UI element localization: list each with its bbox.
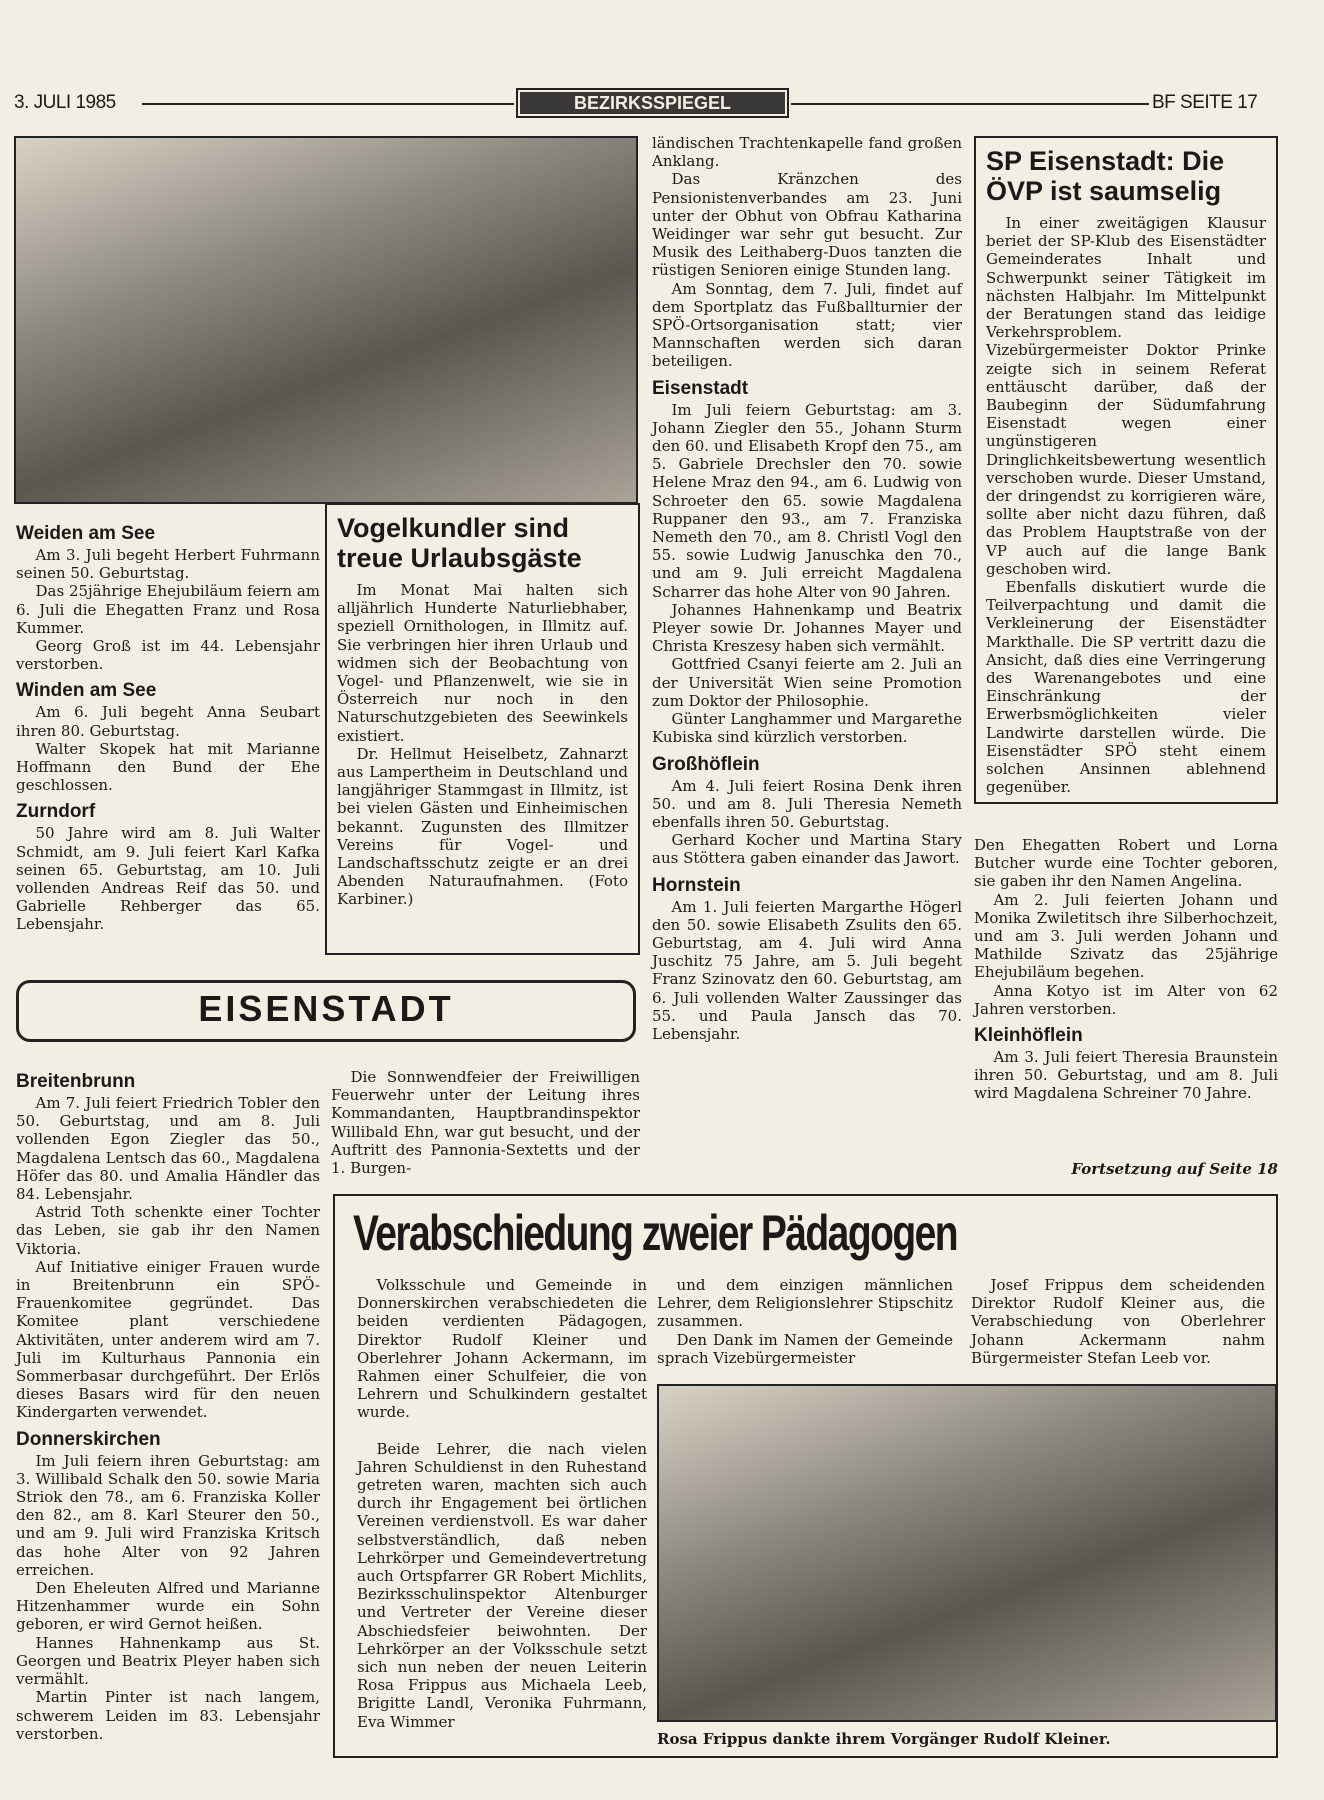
paragraph: Martin Pinter ist nach langem, schwerem Leiden im 83. Lebensjahr verstorben.: [16, 1688, 320, 1743]
photo-caption: Rosa Frippus dankte ihrem Vorgänger Rudolf Kleiner.: [657, 1730, 1111, 1748]
paragraph: 50 Jahre wird am 8. Juli Walter Schmidt, am 9. Juli feiert Karl Kafka seinen 65. Geburtstag, am 10. Juli vollenden Andreas Reif das 50. und Gabrielle Rehberger das 65. Lebensjahr.: [16, 824, 320, 934]
section-banner: EISENSTADT: [16, 980, 636, 1042]
paragraph: Am 3. Juli begeht Herbert Fuhrmann seinen 50. Geburtstag.: [16, 546, 320, 583]
paragraph: Gottfried Csanyi feierte am 2. Juli an der Universität Wien seine Promotion zum Doktor der Philosophie.: [652, 655, 962, 710]
paragraph: Das 25jährige Ehejubiläum feiern am 6. Juli die Ehegatten Franz und Rosa Kummer.: [16, 582, 320, 637]
section-heading: Donnerskirchen: [16, 1428, 161, 1450]
column-left-bottom: [16, 1064, 320, 1743]
photo-farewell-handshake: [657, 1384, 1277, 1722]
paragraph: Gerhard Kocher und Martina Stary aus Stöttera gaben einander das Jawort.: [652, 831, 962, 868]
paragraph: Am 6. Juli begeht Anna Seubart ihren 80. Geburtstag.: [16, 703, 320, 740]
paragraph: Am 1. Juli feierten Margarthe Högerl den 50. sowie Elisabeth Zsulits den 65. Geburtstag, am 4. Juli wird Anna Juschitz 75 Jahre, am 5. Juli begeht Franz Szinovatz den 60. Geburtstag, am 6. Juli vollenden Walter Zaussinger das 55. und Paula Jansch das 70. Lebensjahr.: [652, 897, 962, 1043]
column-2-bottom: [331, 1068, 640, 1177]
section-heading: Breitenbrunn: [16, 1071, 136, 1092]
section-heading: Zurndorf: [16, 801, 96, 823]
divider: [142, 103, 514, 105]
paragraph: Im Monat Mai halten sich alljährlich Hunderte Naturliebhaber, speziell Ornithologen, in Illmitz auf. Sie verbringen hier ihren Urlaub und widmen sich der Beobachtung von Vogel- und Pflanzenwelt, wie sie in Österreich nur noch in den Naturschutzgebieten des Seewinkels existiert.: [337, 581, 628, 745]
verab-column-3: [971, 1276, 1265, 1367]
headline: Verabschiedung zweier Pädagogen: [353, 1205, 958, 1261]
paragraph: Günter Langhammer und Margarethe Kubiska sind kürzlich verstorben.: [652, 710, 962, 747]
paragraph: Georg Groß ist im 44. Lebensjahr verstorben.: [16, 637, 320, 674]
paragraph: Am 3. Juli feiert Theresia Braunstein ihren 50. Geburtstag, und am 8. Juli wird Magdalena Schreiner 70 Jahre.: [974, 1048, 1278, 1103]
paragraph: Das Kränzchen des Pensionistenverbandes am 23. Juni unter der Obhut von Obfrau Katharina Weidinger war sehr gut besucht. Zur Musik des Leithaberg-Duos tanzten die rüstigen Senioren einige Stunden lang.: [652, 170, 962, 280]
page-number: BF SEITE 17: [1152, 92, 1258, 113]
paragraph: Hannes Hahnenkamp aus St. Georgen und Beatrix Pleyer haben sich vermählt.: [16, 1633, 320, 1689]
paragraph: Volksschule und Gemeinde in Donnerskirchen verabschiedeten die beiden verdienten Pädagogen, Direktor Rudolf Kleiner und Oberlehrer Johann Ackermann, im Rahmen einer Schulfeier, die von Lehrern und Schulkindern gestaltet wurde.: [357, 1276, 647, 1422]
section-masthead: [516, 88, 789, 118]
divider: [791, 103, 1149, 105]
paragraph: Am 4. Juli feiert Rosina Denk ihren 50. und am 8. Juli Theresia Nemeth ebenfalls ihren 50. Geburtstag.: [652, 776, 962, 831]
article-verabschiedung: [333, 1194, 1278, 1758]
section-heading: Eisenstadt: [652, 377, 749, 399]
section-heading: Hornstein: [652, 874, 741, 896]
section-heading: Winden am See: [16, 680, 157, 702]
verab-column-2: [657, 1276, 953, 1367]
paragraph: Im Juli feiern Geburtstag: am 3. Johann Ziegler den 55., Johann Sturm den 60. und Elisabeth Kropf den 75., am 5. Gabriele Drechsler den 70. sowie Helene Mraz den 94., am 6. Ludwig von Schroeter den 65. sowie Magdalena Ruppaner den 93., am 7. Franziska Nemeth den 70., am 8. Christl Vogl den 55. sowie Ludwig Januschka den 70., und am 9. Juli erreicht Magdalena Scharrer das hohe Alter von 90 Jahren.: [652, 400, 962, 601]
paragraph: Auf Initiative einiger Frauen wurde in Breitenbrunn ein SPÖ-Frauenkomitee gegründet. Das Komitee plant verschiedene Aktivitäten, unter anderem wird am 7. Juli im Kulturhaus Pannonia ein Sommerbasar durchgeführt. Der Erlös dieses Basars wird für den neuen Kindergarten verwendet.: [16, 1257, 320, 1422]
paragraph: Johannes Hahnenkamp und Beatrix Pleyer sowie Dr. Johannes Mayer und Christa Kreszesy haben sich vermählt.: [652, 600, 962, 656]
article-title: Vogelkundler sind treue Urlaubsgäste: [337, 513, 582, 573]
column-left-top: [16, 516, 320, 934]
article-sp-eisenstadt: [974, 136, 1278, 804]
paragraph: Anna Kotyo ist im Alter von 62 Jahren verstorben.: [974, 981, 1278, 1018]
paragraph: Den Eheleuten Alfred und Marianne Hitzenhammer wurde ein Sohn geboren, er wird Gernot heißen.: [16, 1579, 320, 1634]
article-vogelkundler: [325, 503, 640, 955]
paragraph: In einer zweitägigen Klausur beriet der SP-Klub des Eisenstädter Gemeinderates Inhalt und Schwerpunkt seiner Tätigkeit im nächsten Halbjahr. Im Mittelpunkt der Beratungen stand das leidige Verkehrsproblem. Vizebürgermeister Doktor Prinke zeigte sich in seinem Referat enttäuscht darüber, daß der Baubeginn der Südumfahrung Eisenstadt wegen einer ungünstigeren Dringlichkeitsbewertung wesentlich verschoben wurde. Dieser Umstand, der dringendst zu korrigieren wäre, sollte aber nicht dazu führen, daß das Problem Hauptstraße von der VP auch auf die lange Bank geschoben wird.: [986, 214, 1266, 578]
column-4: [974, 836, 1278, 1103]
paragraph: Josef Frippus dem scheidenden Direktor Rudolf Kleiner aus, die Verabschiedung von Oberlehrer Johann Ackermann nahm Bürgermeister Stefan Leeb vor.: [971, 1276, 1265, 1367]
column-3: [652, 134, 962, 1043]
section-title: BEZIRKSSPIEGEL: [520, 92, 785, 114]
section-heading: Kleinhöflein: [974, 1025, 1083, 1047]
paragraph: Am 7. Juli feiert Friedrich Tobler den 50. Geburtstag, und am 8. Juli vollenden Egon Ziegler das 50., Magdalena Lentsch das 60., Magdalena Höfer das 80. und Amalia Händler das 84. Lebensjahr.: [16, 1094, 320, 1204]
paragraph: Den Dank im Namen der Gemeinde sprach Vizebürgermeister: [657, 1330, 953, 1367]
paragraph: Am 2. Juli feierten Johann und Monika Zwiletitsch ihre Silberhochzeit, und am 3. Juli werden Johann und Mathilde Szivatz das 25jährige Ehejubiläum begehen.: [974, 890, 1278, 982]
photo-bird-watcher-camera: [14, 136, 638, 504]
paragraph: ländischen Trachtenkapelle fand großen Anklang.: [652, 134, 962, 171]
section-heading: Weiden am See: [16, 523, 156, 544]
continued-note: Fortsetzung auf Seite 18: [1071, 1160, 1278, 1178]
verab-column-1: [357, 1276, 647, 1731]
section-heading: Großhöflein: [652, 753, 760, 775]
paragraph: Walter Skopek hat mit Marianne Hoffmann den Bund der Ehe geschlossen.: [16, 739, 320, 795]
paragraph: Im Juli feiern ihren Geburtstag: am 3. Willibald Schalk den 50. sowie Maria Striok den 78., am 6. Franziska Koller den 82., am 8. Karl Steurer den 50., und am 9. Juli wird Franziska Kritsch das hohe Alter von 92 Jahren erreichen.: [16, 1451, 320, 1579]
paragraph: Ebenfalls diskutiert wurde die Teilverpachtung und damit die Verkleinerung der Eisenstädter Markthalle. Die SP vertritt dazu die Ansicht, daß dies eine Verringerung des Warenangebotes und eine Einschränkung der Erwerbsmöglichkeiten vieler Landwirte darstellen würde. Die Eisenstädter SPÖ steht einem solchen Ansinnen ablehnend gegenüber.: [986, 578, 1266, 797]
paragraph: Beide Lehrer, die nach vielen Jahren Schuldienst in den Ruhestand getreten waren, machten sich auch durch ihr Engagement bei örtlichen Vereinen verdienstvoll. Es war daher selbstverständlich, daß neben Lehrkörper und Gemeindevertretung auch Ortspfarrer GR Robert Michlits, Bezirksschulinspektor Altenburger und Vertreter der Vereine dieser Abschiedsfeier beiwohnten. Der Lehrkörper an der Volksschule setzt sich nun neben der neuen Leiterin Rosa Frippus aus Michaela Leeb, Brigitte Landl, Veronika Fuhrmann, Eva Wimmer: [357, 1439, 647, 1731]
paragraph: Den Ehegatten Robert und Lorna Butcher wurde eine Tochter geboren, sie gaben ihr den Namen Angelina.: [974, 836, 1278, 891]
article-title: SP Eisenstadt: Die ÖVP ist saumselig: [986, 146, 1225, 206]
issue-date: 3. JULI 1985: [14, 92, 116, 113]
paragraph: Am Sonntag, dem 7. Juli, findet auf dem Sportplatz das Fußballturnier der SPÖ-Ortsorganisation statt; vier Mannschaften werden sich daran beteiligen.: [652, 279, 962, 371]
paragraph: Dr. Hellmut Heiselbetz, Zahnarzt aus Lampertheim in Deutschland und langjähriger Stammgast in Illmitz, ist bei vielen Gästen und Einheimischen bekannt. Zugunsten des Illmitzer Vereins für Vogel- und Landschaftsschutz zeigte er an drei Abenden Naturaufnahmen. (Foto Karbiner.): [337, 744, 628, 909]
paragraph: Astrid Toth schenkte einer Tochter das Leben, sie gab ihr den Namen Viktoria.: [16, 1203, 320, 1258]
paragraph: und dem einzigen männlichen Lehrer, dem Religionslehrer Stipschitz zusammen.: [657, 1276, 953, 1331]
paragraph: Die Sonnwendfeier der Freiwilligen Feuerwehr unter der Leitung ihres Kommandanten, Hauptbrandinspektor Willibald Ehn, war gut besucht, und der Auftritt des Pannonia-Sextetts und der 1. Burgen-: [331, 1068, 640, 1178]
